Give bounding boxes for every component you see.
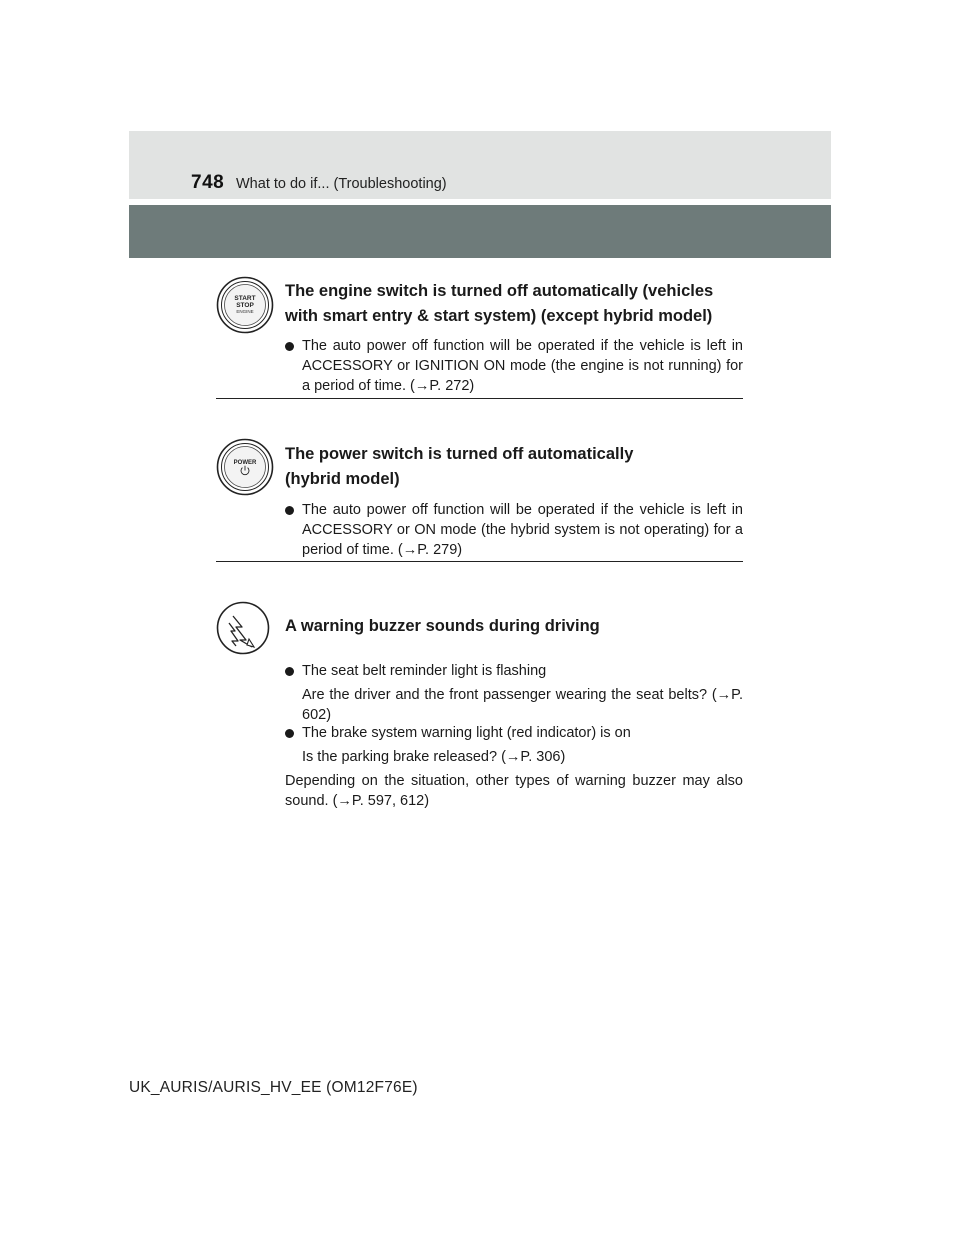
section-power-switch bbox=[216, 438, 743, 558]
bullet-icon bbox=[285, 506, 294, 515]
section-engine-switch bbox=[216, 276, 743, 394]
icon-label-engine: ENGINE bbox=[236, 309, 254, 314]
page-header-bar bbox=[129, 131, 831, 199]
section-heading-line2: with smart entry & start system) (except hybrid model) bbox=[285, 307, 713, 325]
list-item-detail: Is the parking brake released? (→P. 306) bbox=[302, 749, 566, 765]
list-item-text: The auto power off function will be operated if the vehicle is left in ACCESSORY or ON mode (the hybrid system is not operating) for a period of time. (→P. 279) bbox=[302, 502, 743, 558]
section-heading-line1: The power switch is turned off automatically bbox=[285, 445, 634, 463]
section-heading-line1: The engine switch is turned off automatically (vehicles bbox=[285, 282, 714, 300]
list-item bbox=[285, 336, 743, 396]
section-divider bbox=[216, 398, 743, 399]
section-divider bbox=[216, 561, 743, 562]
bullet-icon bbox=[285, 729, 294, 738]
list-item-text: The brake system warning light (red indicator) is on bbox=[302, 725, 631, 741]
bullet-icon bbox=[285, 667, 294, 676]
warning-buzzer-icon bbox=[216, 601, 270, 655]
list-item bbox=[285, 500, 743, 560]
section-heading-line2: (hybrid model) bbox=[285, 470, 400, 488]
list-item-text: The auto power off function will be operated if the vehicle is left in ACCESSORY or IGNITION ON mode (the engine is not running) for a period of time. (→P. 272) bbox=[302, 338, 743, 394]
icon-label-start: START bbox=[234, 295, 256, 302]
section-title: What to do if... (Troubleshooting) bbox=[236, 176, 447, 192]
bullet-icon bbox=[285, 342, 294, 351]
list-item-detail: Are the driver and the front passenger wearing the seat belts? (→P. 602) bbox=[302, 687, 743, 723]
section-note: Depending on the situation, other types of warning buzzer may also sound. (→P. 597, 612) bbox=[285, 773, 743, 809]
icon-label-power: POWER bbox=[233, 460, 257, 466]
icon-label-stop: STOP bbox=[236, 302, 254, 309]
section-warning-buzzer bbox=[216, 601, 743, 811]
header-band bbox=[129, 205, 831, 258]
list-item bbox=[285, 661, 743, 681]
power-button-icon bbox=[216, 438, 274, 496]
page-number: 748 bbox=[191, 172, 225, 193]
document-id-footer: UK_AURIS/AURIS_HV_EE (OM12F76E) bbox=[129, 1079, 418, 1096]
start-stop-engine-button-icon bbox=[216, 276, 274, 334]
list-item-text: The seat belt reminder light is flashing bbox=[302, 663, 547, 679]
section-heading: A warning buzzer sounds during driving bbox=[285, 617, 600, 635]
list-item bbox=[285, 723, 743, 743]
